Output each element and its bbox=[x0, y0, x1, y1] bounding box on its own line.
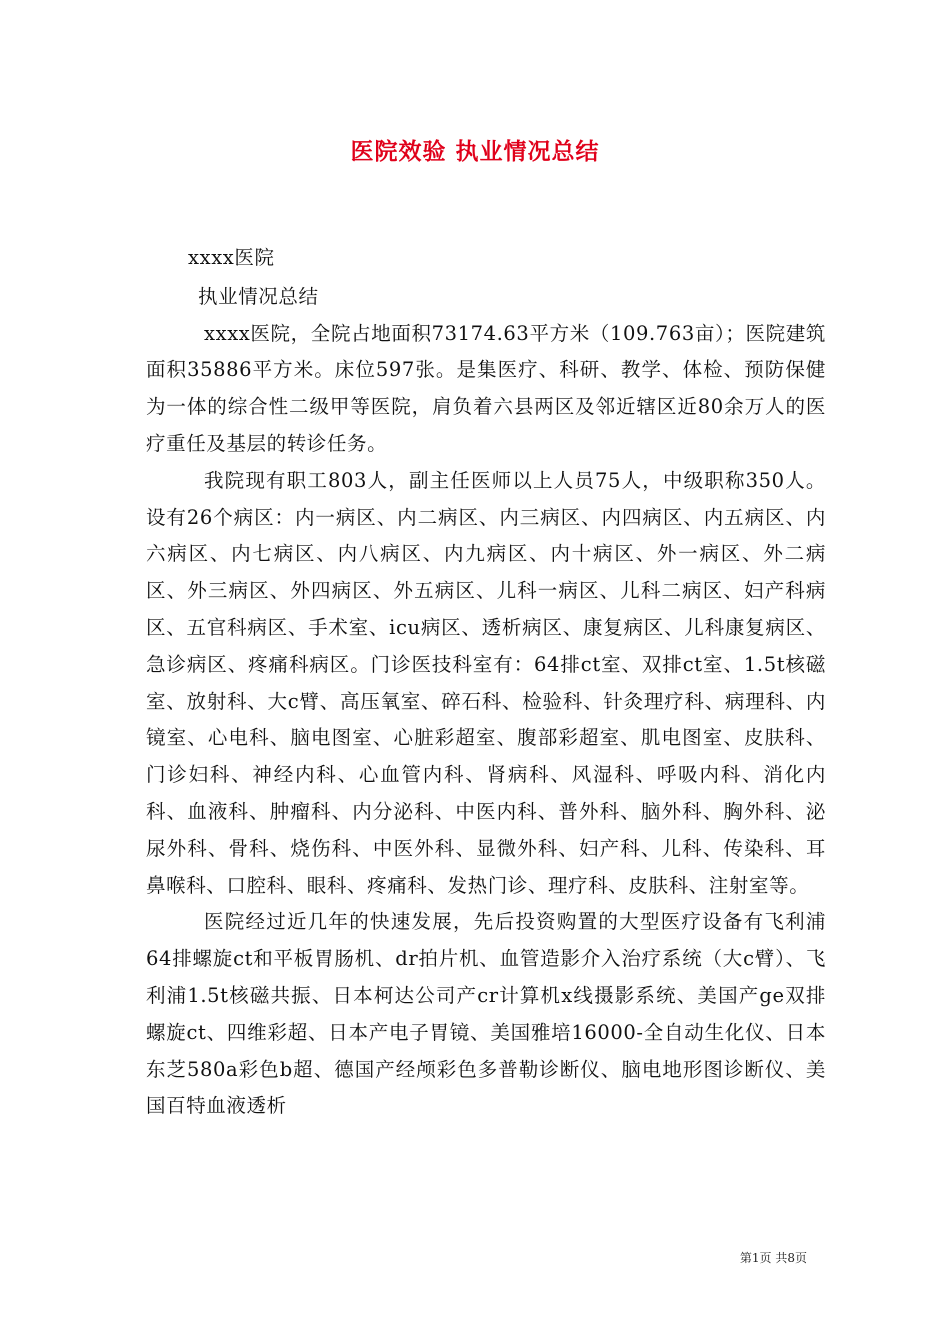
document-body bbox=[146, 240, 826, 1125]
paragraph-equipment: 医院经过近几年的快速发展，先后投资购置的大型医疗设备有飞利浦64排螺旋ct和平板胃肠机、dr拍片机、血管造影介入治疗系统（大c臂）、飞利浦1.5t核磁共振、日本柯达公司产cr计算机x线摄影系统、美国产ge双排螺旋ct、四维彩超、日本产电子胃镜、美国雅培16000-全自动生化仪、日本东芝580a彩色b超、德国产经颅彩色多普勒诊断仪、脑电地形图诊断仪、美国百特血液透析 bbox=[146, 910, 826, 1118]
paragraph-overview: xxxx医院，全院占地面积73174.63平方米（109.763亩）；医院建筑面积35886平方米。床位597张。是集医疗、科研、教学、体检、预防保健为一体的综合性二级甲等医院，肩负着六县两区及邻近辖区近80余万人的医疗重任及基层的转诊任务。 bbox=[146, 321, 826, 455]
document-title: 医院效验 执业情况总结 bbox=[350, 139, 600, 165]
paragraph-staff-departments: 我院现有职工803人，副主任医师以上人员75人，中级职称350人。设有26个病区：内一病区、内二病区、内三病区、内四病区、内五病区、内六病区、内七病区、内八病区、内九病区、内十病区、外一病区、外二病区、外三病区、外四病区、外五病区、儿科一病区、儿科二病区、妇产科病区、五官科病区、手术室、icu病区、透析病区、康复病区、儿科康复病区、急诊病区、疼痛科病区。门诊医技科室有：64排ct室、双排ct室、1.5t核磁室、放射科、大c臂、高压氧室、碎石科、检验科、针灸理疗科、病理科、内镜室、心电科、脑电图室、心脏彩超室、腹部彩超室、肌电图室、皮肤科、门诊妇科、神经内科、心血管内科、肾病科、风湿科、呼吸内科、消化内科、血液科、肿瘤科、内分泌科、中医内科、普外科、脑外科、胸外科、泌尿外科、骨科、烧伤科、中医外科、显微外科、妇产科、儿科、传染科、耳鼻喉科、口腔科、眼科、疼痛科、发热门诊、理疗科、皮肤科、注射室等。 bbox=[146, 468, 826, 897]
summary-heading-line: 执业情况总结 bbox=[198, 284, 319, 308]
page-number-footer: 第1页 共8页 bbox=[739, 1251, 807, 1265]
hospital-name-line: xxxx医院 bbox=[188, 246, 275, 269]
